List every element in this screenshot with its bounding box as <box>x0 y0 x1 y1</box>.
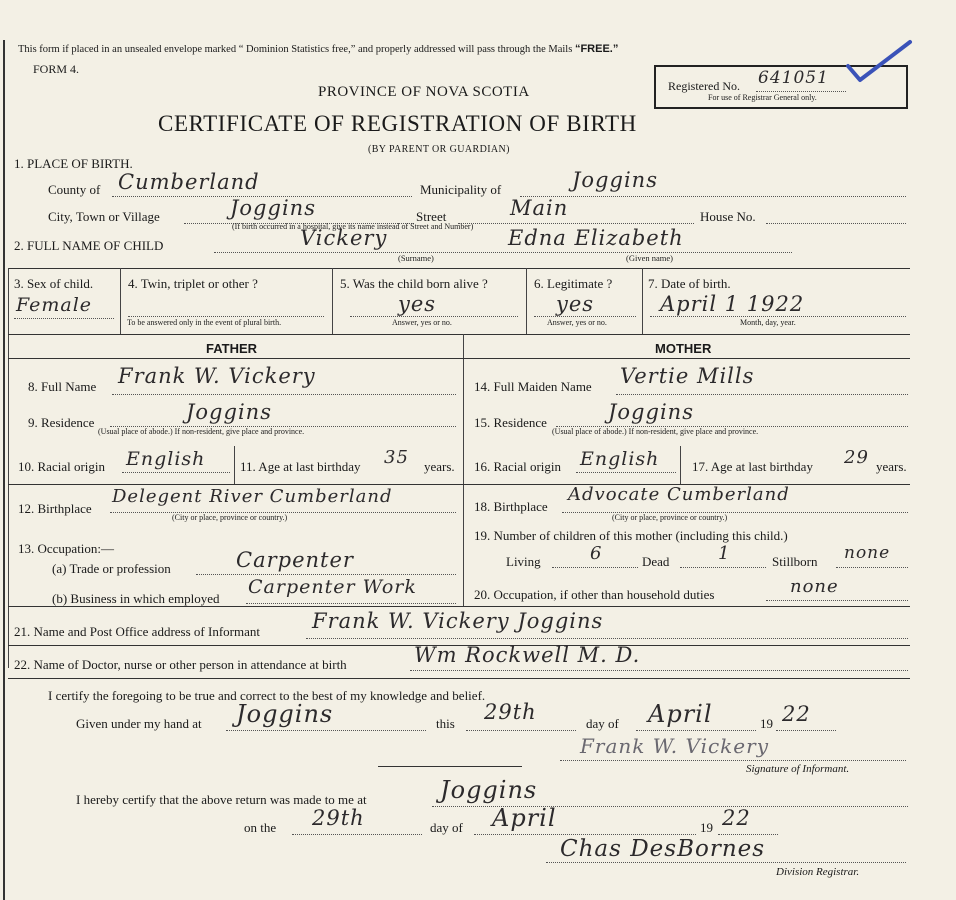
living-rule <box>552 567 638 568</box>
registrar-year-rule <box>718 834 778 835</box>
row-divider <box>8 358 910 359</box>
mother-birthplace-label: 18. Birthplace <box>474 499 548 514</box>
registrar-month: April <box>492 804 557 832</box>
dob-value: April 1 1922 <box>660 292 805 316</box>
father-residence-value: Joggins <box>186 400 272 424</box>
given-year-prefix: 19 <box>760 716 773 731</box>
informant-signature: Frank W. Vickery <box>580 734 769 758</box>
separator <box>378 766 522 767</box>
father-racial-value: English <box>126 448 206 470</box>
house-rule <box>766 223 906 224</box>
legit-note: Answer, yes or no. <box>547 318 607 327</box>
divider <box>680 446 681 484</box>
registrar-day-rule <box>292 834 422 835</box>
checkmark-icon <box>840 38 920 86</box>
registrar-use-note: For use of Registrar General only. <box>708 93 817 102</box>
registrar-month-rule <box>474 834 696 835</box>
child-name-rule <box>214 252 792 253</box>
street-value: Main <box>510 196 569 220</box>
mother-years: years. <box>876 459 907 474</box>
alive-note: Answer, yes or no. <box>392 318 452 327</box>
child-given-name: Edna Elizabeth <box>508 226 684 250</box>
house-label: House No. <box>700 209 756 224</box>
twin-note: To be answered only in the event of plural birth. <box>127 318 282 327</box>
business-value: Carpenter Work <box>248 576 417 598</box>
doctor-value: Wm Rockwell M. D. <box>414 643 641 667</box>
children-label: 19. Number of children of this mother (including this child.) <box>474 528 788 543</box>
registered-label: Registered No. <box>668 79 740 93</box>
sex-value: Female <box>16 294 93 316</box>
trade-value: Carpenter <box>236 548 354 572</box>
municipality-rule <box>520 196 906 197</box>
legit-rule <box>534 316 636 317</box>
father-birthplace-label: 12. Birthplace <box>18 501 92 516</box>
given-year: 22 <box>782 702 811 726</box>
sex-label: 3. Sex of child. <box>14 276 94 291</box>
mother-racial-label: 16. Racial origin <box>474 459 562 474</box>
trade-label: (a) Trade or profession <box>52 561 171 576</box>
legit-label: 6. Legitimate ? <box>534 276 613 291</box>
county-label: County of <box>48 182 101 197</box>
divider <box>642 268 643 334</box>
given-year-rule <box>776 730 836 731</box>
registered-rule <box>756 91 846 92</box>
dob-label: 7. Date of birth. <box>648 276 731 291</box>
informant-signature-rule <box>560 760 906 761</box>
free-label: “FREE.” <box>574 43 619 55</box>
informant-rule <box>306 638 908 639</box>
father-age-value: 35 <box>384 447 409 468</box>
surname-caption: (Surname) <box>398 253 434 263</box>
row-divider <box>8 334 910 335</box>
mother-occupation-value: none <box>790 576 839 597</box>
row-divider <box>8 268 910 269</box>
twin-label: 4. Twin, triplet or other ? <box>128 276 258 291</box>
alive-label: 5. Was the child born alive ? <box>340 276 488 291</box>
stillborn-label: Stillborn <box>772 554 818 569</box>
registrar-year-prefix: 19 <box>700 820 713 835</box>
registrar-caption: Division Registrar. <box>776 866 860 878</box>
business-rule <box>246 603 456 604</box>
column-divider <box>463 334 464 606</box>
dob-rule <box>650 316 906 317</box>
twin-rule <box>128 316 324 317</box>
mother-birthplace-value: Advocate Cumberland <box>568 484 790 505</box>
mother-name-value: Vertie Mills <box>620 364 755 388</box>
mother-birthplace-note: (City or place, province or country.) <box>612 513 728 522</box>
legit-value: yes <box>556 292 595 316</box>
stillborn-value: none <box>844 543 891 563</box>
given-day-rule <box>466 730 576 731</box>
dob-note: Month, day, year. <box>740 318 796 327</box>
given-place: Joggins <box>236 700 334 728</box>
father-age-label: 11. Age at last birthday <box>240 459 361 474</box>
registrar-signature: Chas DesBornes <box>560 836 766 862</box>
registrar-year: 22 <box>722 806 751 830</box>
given-month: April <box>648 700 713 728</box>
municipality-value: Joggins <box>572 168 658 192</box>
father-birthplace-note: (City or place, province or country.) <box>172 513 288 522</box>
mother-age-value: 29 <box>844 447 869 468</box>
county-value: Cumberland <box>118 170 260 194</box>
given-under-label: Given under my hand at <box>76 716 202 731</box>
given-day-of-label: day of <box>586 716 619 731</box>
informant-label: 21. Name and Post Office address of Informant <box>14 624 260 639</box>
registrar-day: 29th <box>312 806 365 830</box>
dead-rule <box>680 567 766 568</box>
form-number: FORM 4. <box>33 62 80 76</box>
divider <box>526 268 527 334</box>
mother-residence-value: Joggins <box>608 400 694 424</box>
street-rule <box>458 223 694 224</box>
municipality-label: Municipality of <box>420 182 502 197</box>
father-residence-note: (Usual place of abode.) If non-resident, give place and province. <box>98 427 305 436</box>
father-racial-label: 10. Racial origin <box>18 459 106 474</box>
father-years: years. <box>424 459 455 474</box>
given-day: 29th <box>484 700 537 724</box>
certificate-subtitle: (BY PARENT OR GUARDIAN) <box>368 144 510 155</box>
father-occupation-label: 13. Occupation:— <box>18 541 115 556</box>
this-label: this <box>436 716 455 731</box>
mother-name-rule <box>616 394 908 395</box>
informant-signature-caption: Signature of Informant. <box>746 763 850 775</box>
divider <box>332 268 333 334</box>
informant-value: Frank W. Vickery Joggins <box>312 609 604 633</box>
father-racial-rule <box>122 472 230 473</box>
certify-statement: I certify the foregoing to be true and correct to the best of my knowledge and belief. <box>48 688 486 703</box>
father-name-value: Frank W. Vickery <box>118 364 316 388</box>
given-caption: (Given name) <box>626 253 673 263</box>
registrar-place: Joggins <box>440 776 538 804</box>
certificate-title: CERTIFICATE OF REGISTRATION OF BIRTH <box>158 111 637 136</box>
registered-number: 641051 <box>758 68 829 88</box>
living-value: 6 <box>590 543 603 564</box>
mother-occupation-rule <box>766 600 908 601</box>
province-heading: PROVINCE OF NOVA SCOTIA <box>318 84 530 100</box>
street-label: Street <box>416 209 447 224</box>
alive-value: yes <box>398 292 437 316</box>
place-heading: 1. PLACE OF BIRTH. <box>14 156 133 171</box>
registrar-day-of-label: day of <box>430 820 463 835</box>
dead-label: Dead <box>642 554 670 569</box>
divider <box>234 446 235 484</box>
father-birthplace-value: Delegent River Cumberland <box>112 486 393 507</box>
mail-notice <box>18 43 618 55</box>
registrar-signature-rule <box>546 862 906 863</box>
trade-rule <box>196 574 456 575</box>
father-residence-label: 9. Residence <box>28 415 95 430</box>
father-name-label: 8. Full Name <box>28 379 97 394</box>
registrar-on-label: on the <box>244 820 277 835</box>
mother-heading: MOTHER <box>655 341 712 356</box>
given-month-rule <box>636 730 756 731</box>
mother-racial-value: English <box>580 448 660 470</box>
living-label: Living <box>506 554 541 569</box>
sex-rule <box>14 318 114 319</box>
given-place-rule <box>226 730 426 731</box>
mail-notice-text: This form if placed in an unsealed envelope marked “ Dominion Statistics free,” and properly addressed will pass through the Mails <box>18 44 573 55</box>
row-divider <box>8 606 910 607</box>
alive-rule <box>350 316 518 317</box>
stillborn-rule <box>836 567 908 568</box>
page-edge <box>3 40 5 900</box>
row-divider <box>8 678 910 679</box>
city-label: City, Town or Village <box>48 209 160 224</box>
hospital-note: (If birth occurred in a hospital, give its name instead of Street and Number) <box>232 222 474 231</box>
divider <box>120 268 121 334</box>
dead-value: 1 <box>718 543 731 564</box>
mother-age-label: 17. Age at last birthday <box>692 459 813 474</box>
father-heading: FATHER <box>206 341 258 356</box>
left-border <box>8 268 9 668</box>
mother-name-label: 14. Full Maiden Name <box>474 379 592 394</box>
child-surname: Vickery <box>300 226 388 250</box>
mother-residence-note: (Usual place of abode.) If non-resident, give place and province. <box>552 427 759 436</box>
mother-occupation-label: 20. Occupation, if other than household duties <box>474 587 715 602</box>
child-name-label: 2. FULL NAME OF CHILD <box>14 238 164 253</box>
doctor-rule <box>410 670 908 671</box>
doctor-label: 22. Name of Doctor, nurse or other person in attendance at birth <box>14 657 347 672</box>
business-label: (b) Business in which employed <box>52 591 220 606</box>
city-value: Joggins <box>230 196 316 220</box>
father-name-rule <box>112 394 456 395</box>
mother-racial-rule <box>576 472 676 473</box>
registrar-statement: I hereby certify that the above return was made to me at <box>76 792 367 807</box>
mother-residence-label: 15. Residence <box>474 415 547 430</box>
